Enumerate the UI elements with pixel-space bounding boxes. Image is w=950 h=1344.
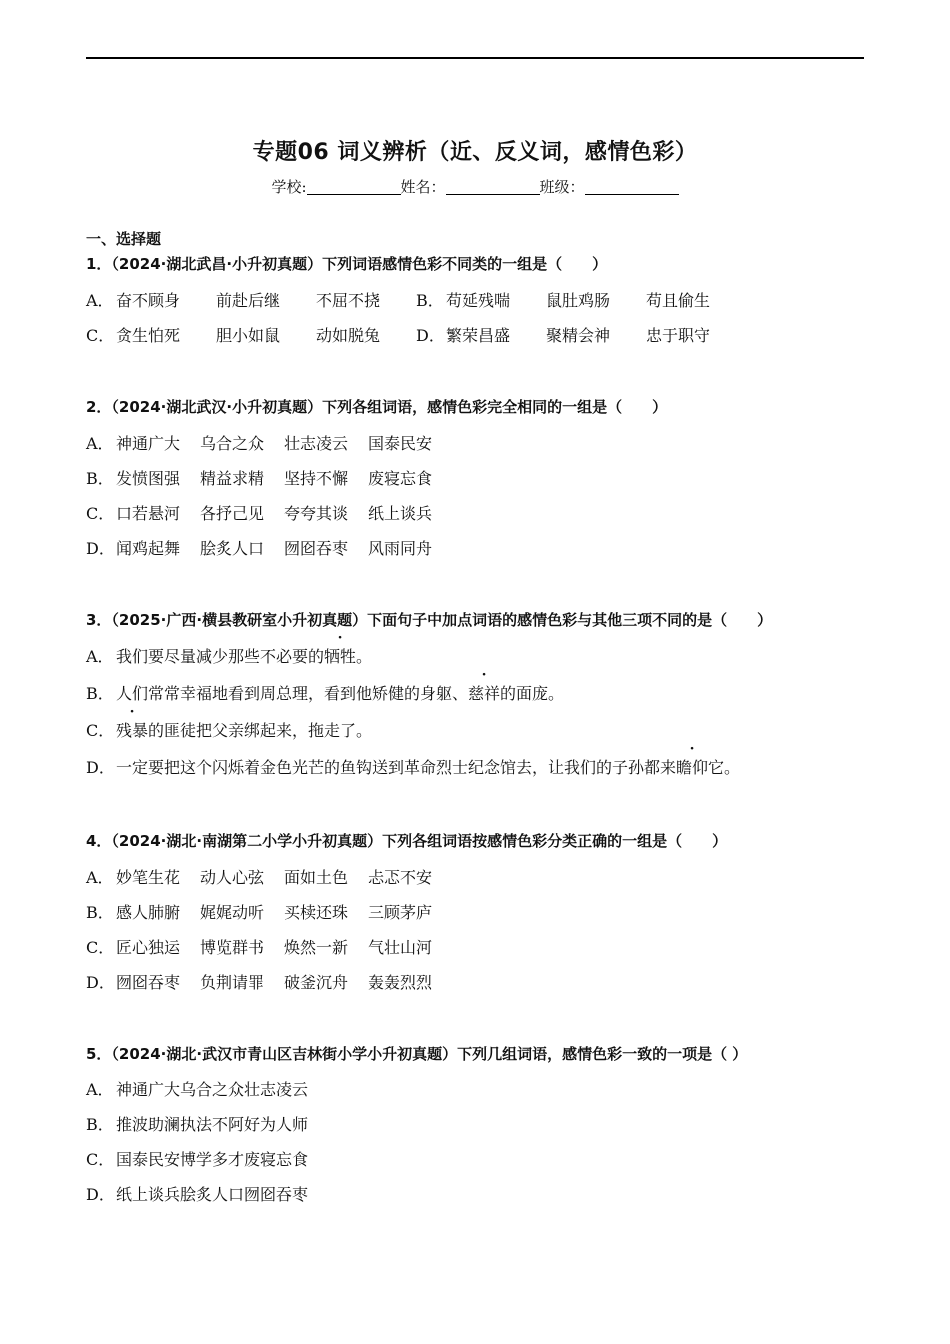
option-text: 纸上谈兵脍炙人口囫囵吞枣	[116, 1185, 309, 1204]
section-heading: 一、选择题	[86, 230, 162, 248]
option-letter: D．	[86, 539, 115, 558]
question-5-option-a	[86, 1077, 308, 1100]
option-letter: D．	[416, 326, 445, 345]
word: 贪生怕死	[116, 326, 181, 345]
option-letter: C．	[86, 326, 115, 345]
word: 娓娓动听	[200, 903, 265, 922]
question-4-option-d	[86, 970, 452, 993]
question-1-row-2	[86, 323, 746, 346]
word: 动如脱兔	[316, 326, 381, 345]
word: 前赴后继	[216, 291, 281, 310]
question-3-option-b	[86, 681, 564, 704]
word: 不屈不挠	[316, 291, 381, 310]
word: 破釜沉舟	[284, 973, 349, 992]
word: 苟且偷生	[646, 291, 711, 310]
option-letter: A．	[86, 647, 114, 666]
sentence-text: 的面庞。	[500, 684, 565, 703]
option-letter: B．	[86, 903, 114, 922]
sentence-text: 我们要尽量减少那些不必要的	[116, 647, 325, 666]
option-text: 国泰民安博学多才废寝忘食	[116, 1150, 309, 1169]
word: 乌合之众	[200, 434, 265, 453]
word: 感人肺腑	[116, 903, 181, 922]
word: 鼠肚鸡肠	[546, 291, 611, 310]
sentence-text: 的匪徒把父亲绑起来，拖走了。	[148, 721, 373, 740]
question-2-option-c	[86, 501, 452, 524]
sentence-text: 一定要把这个闪烁着金色光芒的鱼钩送到革命烈士纪念馆去，让我们的子孙都来	[116, 758, 677, 777]
sentence-text: 。	[356, 647, 373, 666]
student-info-line	[0, 176, 950, 197]
school-blank[interactable]	[307, 178, 401, 195]
question-5-option-b	[86, 1112, 308, 1135]
word: 博览群书	[200, 938, 265, 957]
question-3-stem: 3．（2025·广西·横县教研室小升初真题）下面句子中加点词语的感情色彩与其他三项不同的是（ ）	[86, 611, 773, 629]
page-title: 专题06 词义辨析（近、反义词，感情色彩）	[252, 140, 698, 165]
word: 负荆请罪	[200, 973, 265, 992]
option-letter: D．	[86, 973, 115, 992]
option-letter: C．	[86, 1150, 115, 1169]
word: 买椟还珠	[284, 903, 349, 922]
question-2-option-d	[86, 536, 452, 559]
word: 轰轰烈烈	[368, 973, 433, 992]
word: 纸上谈兵	[368, 504, 433, 523]
question-5-option-c	[86, 1147, 308, 1170]
word: 囫囵吞枣	[116, 973, 181, 992]
question-1-row-1	[86, 288, 746, 311]
question-4-option-a	[86, 865, 452, 888]
class-blank[interactable]	[585, 178, 679, 195]
option-letter: C．	[86, 504, 115, 523]
word: 精益求精	[200, 469, 265, 488]
word: 苟延残喘	[446, 291, 511, 310]
class-label: 班级：	[539, 178, 585, 196]
question-3-option-a	[86, 644, 372, 667]
word: 夸夸其谈	[284, 504, 349, 523]
option-letter: A．	[86, 1080, 114, 1099]
word: 妙笔生花	[116, 868, 181, 887]
option-letter: B．	[86, 469, 114, 488]
question-3-option-d	[86, 755, 740, 778]
question-4-option-b	[86, 900, 452, 923]
word: 风雨同舟	[368, 539, 433, 558]
word: 胆小如鼠	[216, 326, 281, 345]
option-letter: D．	[86, 758, 115, 777]
question-3-option-c	[86, 718, 372, 741]
word: 面如土色	[284, 868, 349, 887]
option-text: 神通广大乌合之众壮志凌云	[116, 1080, 309, 1099]
option-letter: B．	[86, 684, 114, 703]
word: 废寝忘食	[368, 469, 433, 488]
word: 国泰民安	[368, 434, 433, 453]
word: 动人心弦	[200, 868, 265, 887]
school-label: 学校:	[271, 178, 307, 196]
option-letter: C．	[86, 721, 115, 740]
top-rule	[86, 57, 864, 59]
word: 匠心独运	[116, 938, 181, 957]
word: 坚持不懈	[284, 469, 349, 488]
word: 闻鸡起舞	[116, 539, 181, 558]
option-letter: A．	[86, 434, 114, 453]
dotted-word: 瞻仰	[676, 758, 709, 777]
question-4-option-c	[86, 935, 452, 958]
question-2-stem: 2．（2024·湖北武汉·小升初真题）下列各组词语，感情色彩完全相同的一组是（ ）	[86, 398, 668, 416]
option-text: 推波助澜执法不阿好为人师	[116, 1115, 309, 1134]
word: 三顾茅庐	[368, 903, 433, 922]
word: 壮志凌云	[284, 434, 349, 453]
question-1-stem: 1．（2024·湖北武昌·小升初真题）下列词语感情色彩不同类的一组是（ ）	[86, 255, 608, 273]
option-letter: C．	[86, 938, 115, 957]
name-blank[interactable]	[446, 178, 540, 195]
question-2-option-b	[86, 466, 452, 489]
word: 聚精会神	[546, 326, 611, 345]
option-letter: B．	[416, 291, 444, 310]
word: 奋不顾身	[116, 291, 181, 310]
question-5-option-d	[86, 1182, 308, 1205]
word: 脍炙人口	[200, 539, 265, 558]
sentence-text: 人们常常幸福地看到周总理，看到他矫健的身躯、	[116, 684, 469, 703]
dotted-word: 牺牲	[324, 647, 357, 666]
question-2-option-a	[86, 431, 452, 454]
option-letter: B．	[86, 1115, 114, 1134]
dotted-word: 慈祥	[468, 684, 501, 703]
sentence-text: 它。	[708, 758, 741, 777]
word: 神通广大	[116, 434, 181, 453]
dotted-word: 残暴	[116, 721, 149, 740]
option-letter: D．	[86, 1185, 115, 1204]
word: 焕然一新	[284, 938, 349, 957]
word: 忠于职守	[646, 326, 711, 345]
word: 气壮山河	[368, 938, 433, 957]
word: 各抒己见	[200, 504, 265, 523]
name-label: 姓名：	[400, 178, 446, 196]
word: 忐忑不安	[368, 868, 433, 887]
question-4-stem: 4．（2024·湖北·南湖第二小学小升初真题）下列各组词语按感情色彩分类正确的一组是（ ）	[86, 832, 728, 850]
word: 囫囵吞枣	[284, 539, 349, 558]
question-5-stem: 5．（2024·湖北·武汉市青山区吉林街小学小升初真题）下列几组词语，感情色彩一致的一项是（ ）	[86, 1045, 748, 1063]
word: 繁荣昌盛	[446, 326, 511, 345]
option-letter: A．	[86, 868, 114, 887]
option-letter: A．	[86, 291, 114, 310]
word: 发愤图强	[116, 469, 181, 488]
word: 口若悬河	[116, 504, 181, 523]
